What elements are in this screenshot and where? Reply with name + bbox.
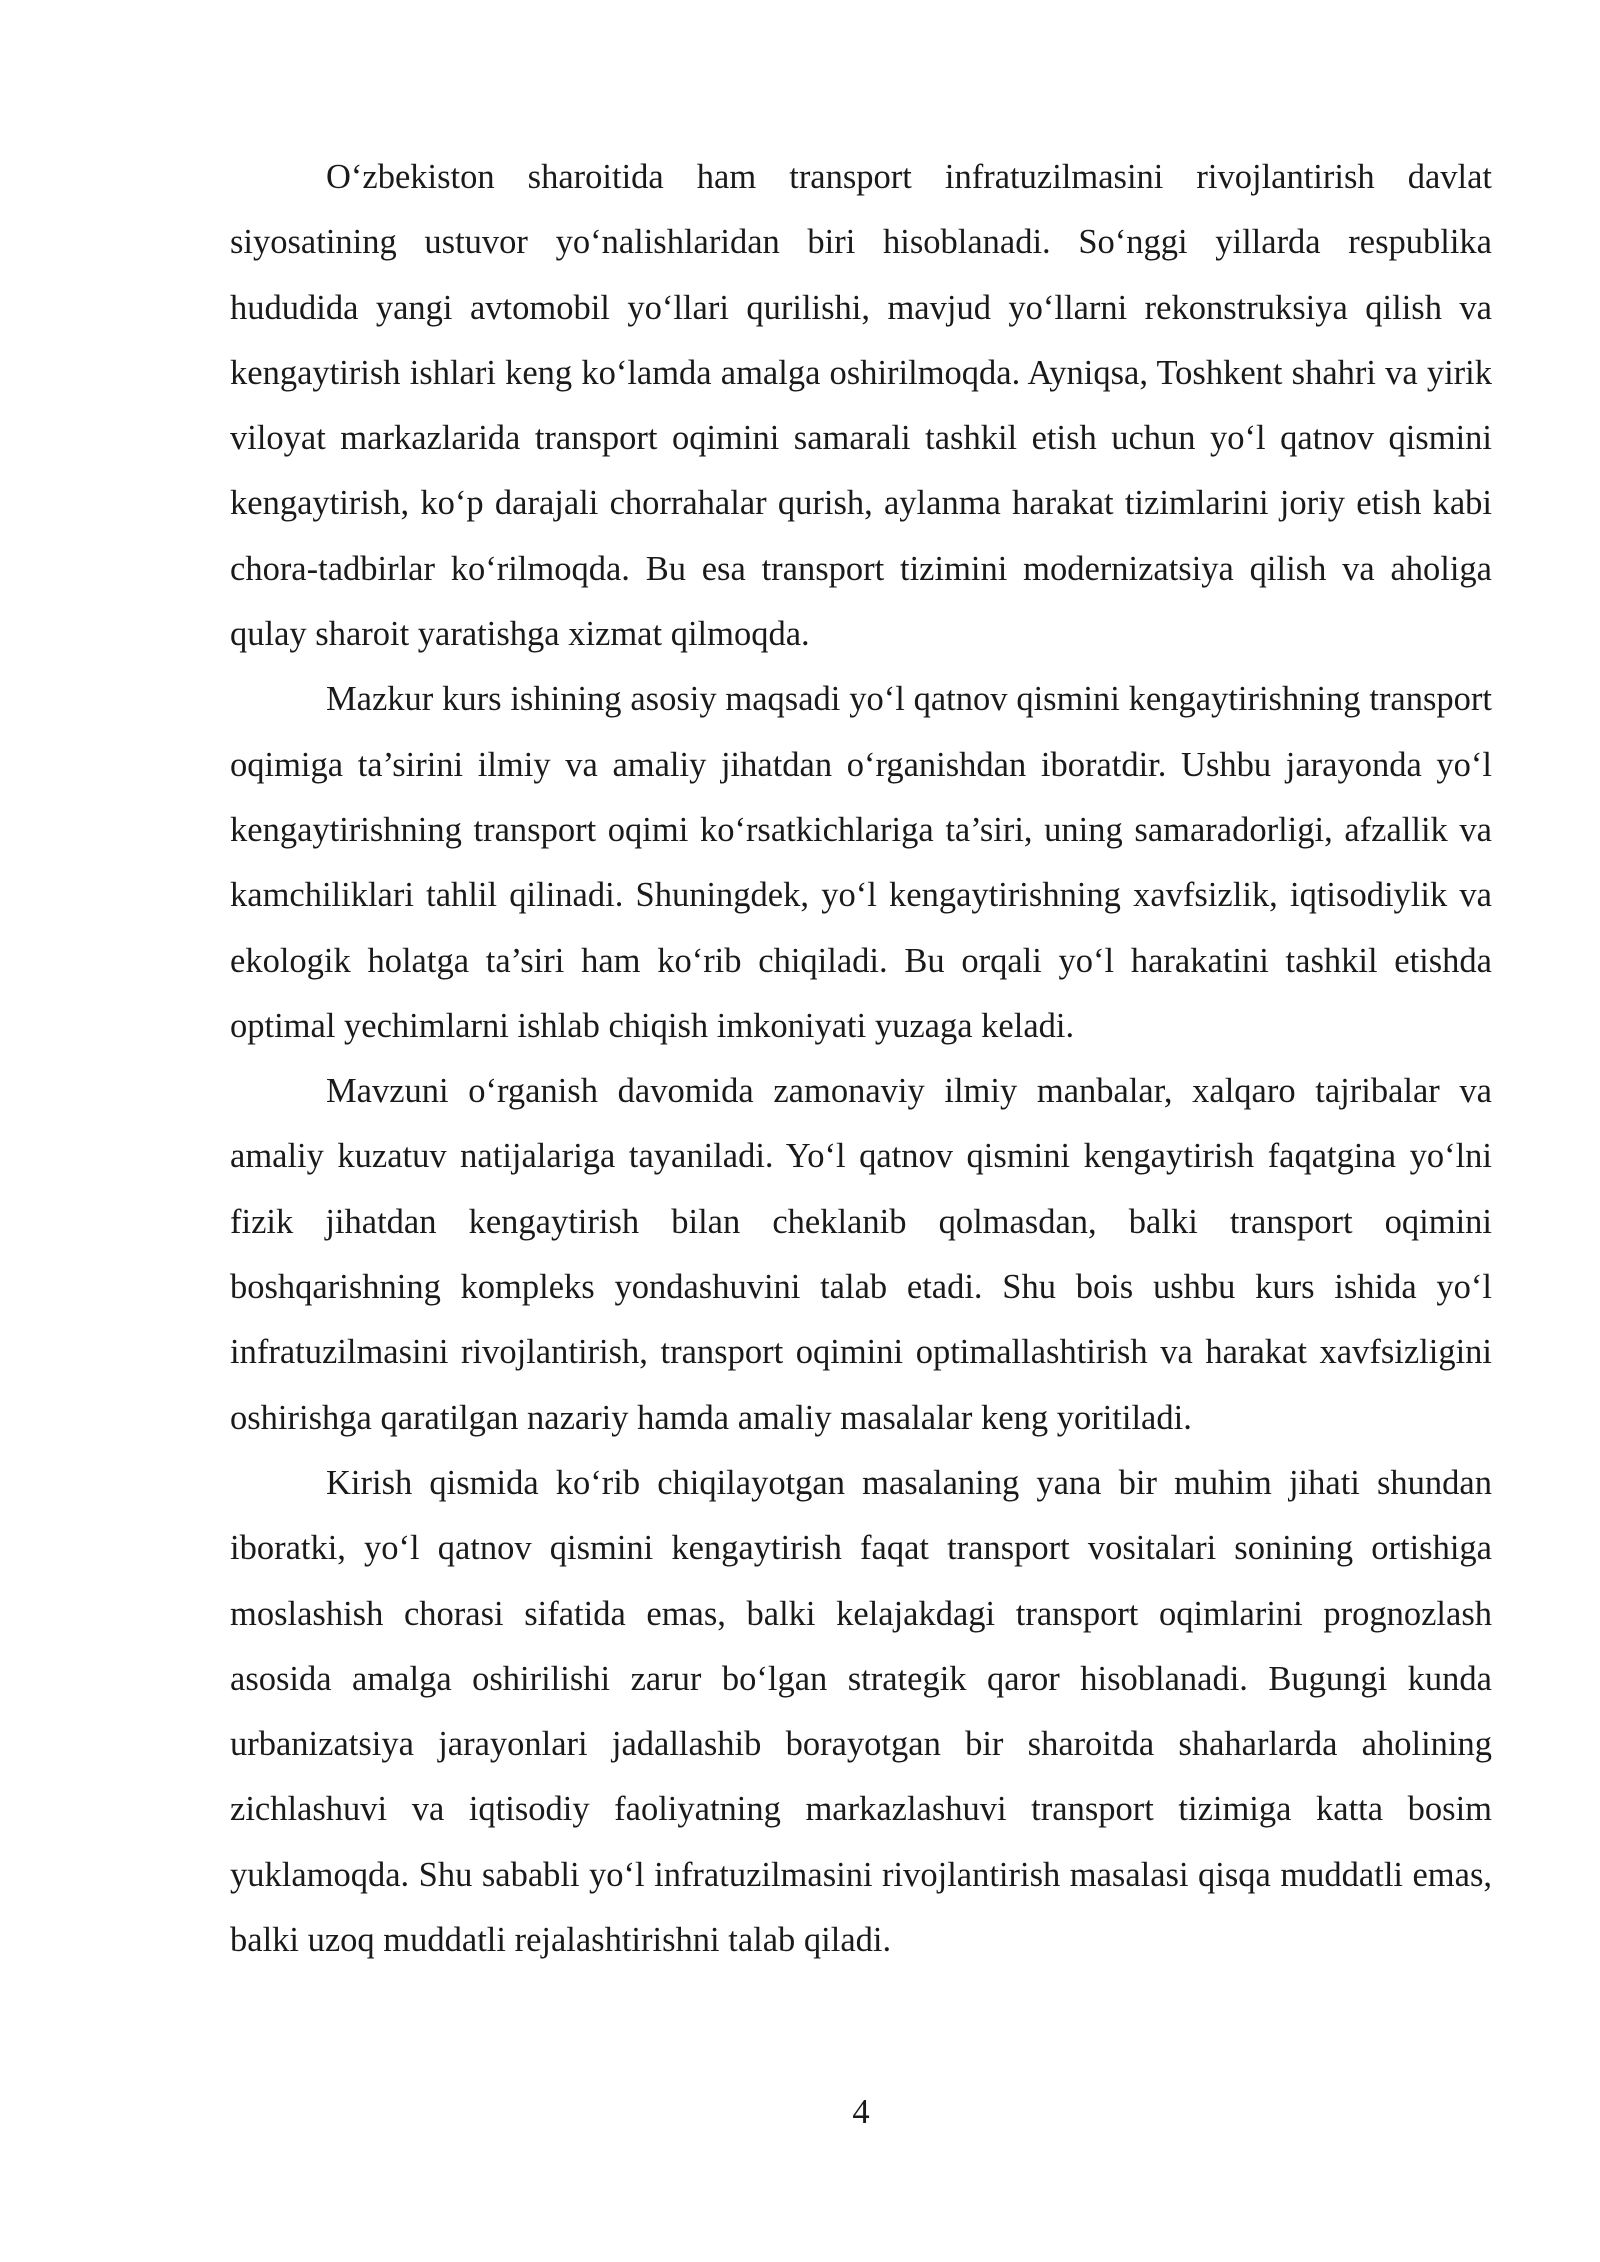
paragraph-1: O‘zbekiston sharoitida ham transport infratuzilmasini rivojlantirish davlat siyosatining ustuvor yo‘nalishlaridan biri hisoblanadi. So‘nggi yillarda respublika hududida yangi avtomobil yo‘llari qurilishi, mavjud yo‘llarni rekonstruksiya qilish va kengaytirish ishlari keng ko‘lamda amalga oshirilmoqda. Ayniqsa, Toshkent shahri va yirik viloyat markazlarida transport oqimini samarali tashkil etish uchun yo‘l qatnov qismini kengaytirish, ko‘p darajali chorrahalar qurish, aylanma harakat tizimlarini joriy etish kabi chora-tadbirlar ko‘rilmoqda. Bu esa transport tizimini modernizatsiya qilish va aholiga qulay sharoit yaratishga xizmat qilmoqda. bbox=[230, 158, 1492, 654]
paragraph-3: Mavzuni o‘rganish davomida zamonaviy ilmiy manbalar, xalqaro tajribalar va amaliy kuzatuv natijalariga tayaniladi. Yo‘l qatnov qismini kengaytirish faqatgina yo‘lni fizik jihatdan kengaytirish bilan cheklanib qolmasdan, balki transport oqimini boshqarishning kompleks yondashuvini talab etadi. Shu bois ushbu kurs ishida yo‘l infratuzilmasini rivojlantirish, transport oqimini optimallashtirish va harakat xavfsizligini oshirishga qaratilgan nazariy hamda amaliy masalalar keng yoritiladi. bbox=[230, 1072, 1492, 1437]
body-text bbox=[230, 145, 1492, 1973]
paragraph-4: Kirish qismida ko‘rib chiqilayotgan masalaning yana bir muhim jihati shundan iboratki, yo‘l qatnov qismini kengaytirish faqat transport vositalari sonining ortishiga moslashish chorasi sifatida emas, balki kelajakdagi transport oqimlarini prognozlash asosida amalga oshirilishi zarur bo‘lgan strategik qaror hisoblanadi. Bugungi kunda urbanizatsiya jarayonlari jadallashib borayotgan bir sharoitda shaharlarda aholining zichlashuvi va iqtisodiy faoliyatning markazlashuvi transport tizimiga katta bosim yuklamoqda. Shu sababli yo‘l infratuzilmasini rivojlantirish masalasi qisqa muddatli emas, balki uzoq muddatli rejalashtirishni talab qiladi. bbox=[230, 1463, 1492, 1960]
paragraph-2: Mazkur kurs ishining asosiy maqsadi yo‘l qatnov qismini kengaytirishning transport oqimiga ta’sirini ilmiy va amaliy jihatdan o‘rganishdan iboratdir. Ushbu jarayonda yo‘l kengaytirishning transport oqimi ko‘rsatkichlariga ta’siri, uning samaradorligi, afzallik va kamchiliklari tahlil qilinadi. Shuningdek, yo‘l kengaytirishning xavfsizlik, iqtisodiylik va ekologik holatga ta’siri ham ko‘rib chiqiladi. Bu orqali yo‘l harakatini tashkil etishda optimal yechimlarni ishlab chiqish imkoniyati yuzaga keladi. bbox=[230, 680, 1492, 1045]
page-number: 4 bbox=[852, 2093, 870, 2131]
